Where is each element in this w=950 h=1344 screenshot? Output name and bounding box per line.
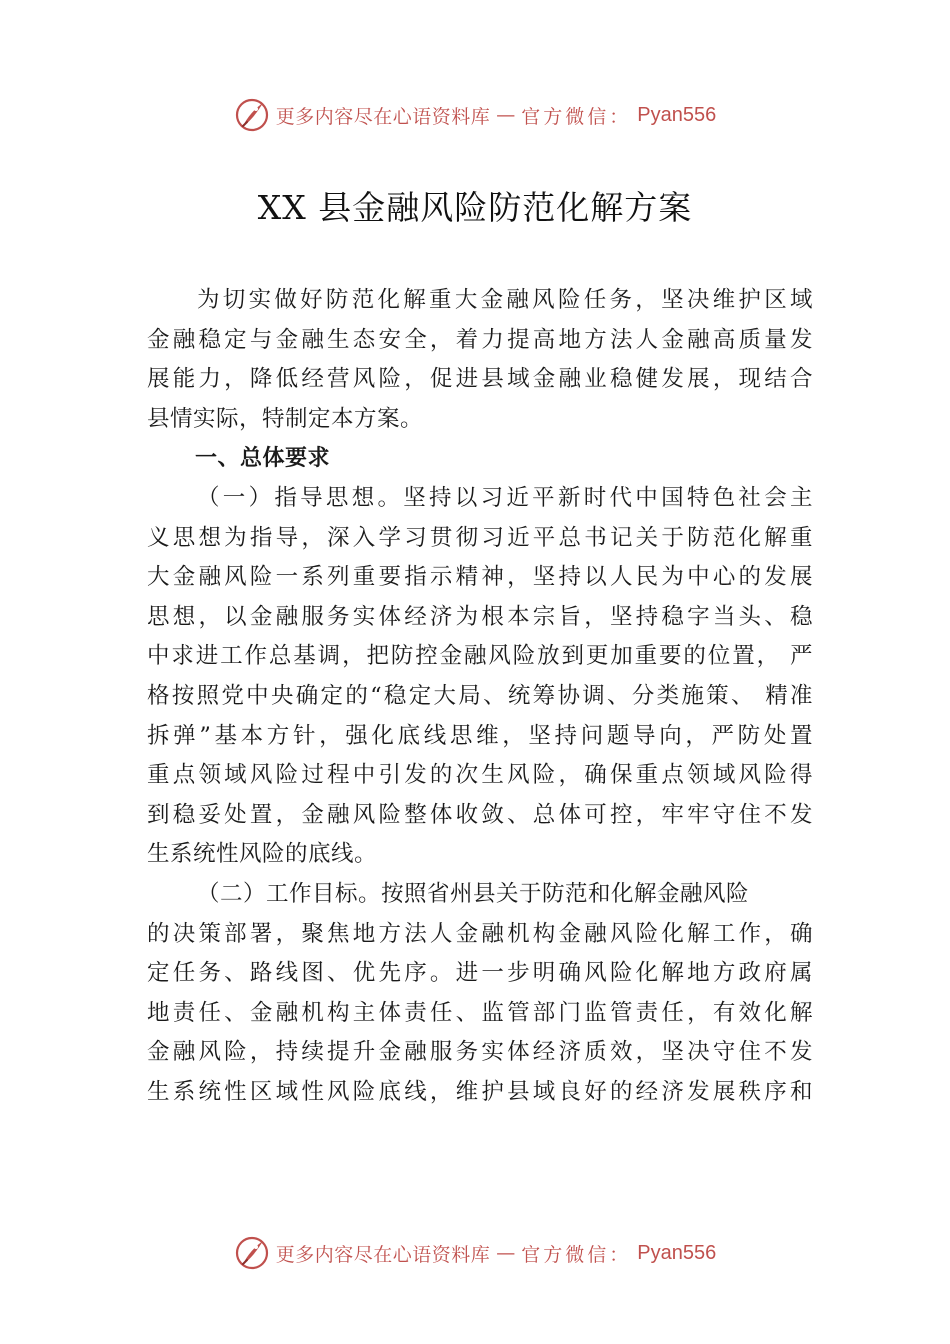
paragraph-line: 格按照党中央确定的“稳定大局、统筹协调、分类施策、 精准 xyxy=(147,682,813,709)
paragraph-line: 中求进工作总基调，把防控金融风险放到更加重要的位置， 严 xyxy=(147,643,813,670)
watermark-slogan: 更多内容尽在心语资料库 xyxy=(275,1243,491,1266)
paragraph-line: （一）指导思想。坚持以习近平新时代中国特色社会主 xyxy=(197,484,813,511)
paragraph-line: 义思想为指导，深入学习贯彻习近平总书记关于防范化解重 xyxy=(147,524,813,551)
watermark-wechat-id: Pyan556 xyxy=(637,103,717,126)
paragraph-line: 生系统性风险的底线。 xyxy=(147,841,378,868)
paragraph-line: 的决策部署，聚焦地方法人金融机构金融风险化解工作，确 xyxy=(147,920,813,947)
paragraph-line: 金融稳定与金融生态安全，着力提高地方法人金融高质量发 xyxy=(147,326,813,353)
paragraph-line: 定任务、路线图、优先序。进一步明确风险化解地方政府属 xyxy=(147,960,813,987)
paragraph-line: 思想，以金融服务实体经济为根本宗旨，坚持稳字当头、稳 xyxy=(147,603,813,630)
watermark-wechat-id: Pyan556 xyxy=(637,1241,717,1264)
document-title: XX 县金融风险防范化解方案 xyxy=(257,188,693,227)
paragraph-line: 生系统性区域性风险底线，维护县域良好的经济发展秩序和 xyxy=(147,1078,813,1105)
quill-pen-logo-icon xyxy=(234,97,270,133)
paragraph-line: 县情实际，特制定本方案。 xyxy=(147,405,424,432)
header-watermark xyxy=(0,95,950,135)
paragraph-line: 金融风险，持续提升金融服务实体经济质效，坚决守住不发 xyxy=(147,1039,813,1066)
intro-paragraph xyxy=(147,281,813,439)
paragraph-line: 展能力，降低经营风险，促进县域金融业稳健发展，现结合 xyxy=(147,366,813,393)
watermark-dash: — xyxy=(496,104,516,126)
work-goals-paragraph xyxy=(147,875,813,1113)
paragraph-line: 到稳妥处置，金融风险整体收敛、总体可控，牢牢守住不发 xyxy=(147,801,813,828)
paragraph-line: （二）工作目标。按照省州县关于防范和化解金融风险 xyxy=(197,880,750,907)
quill-pen-logo-icon xyxy=(234,1235,270,1271)
document-body xyxy=(147,281,813,1112)
paragraph-line: 大金融风险一系列重要指示精神，坚持以人民为中心的发展 xyxy=(147,564,813,591)
paragraph-line: 重点领域风险过程中引发的次生风险，确保重点领域风险得 xyxy=(147,762,813,789)
section-heading: 一、总体要求 xyxy=(195,446,331,472)
footer-watermark xyxy=(0,1233,950,1273)
paragraph-line: 地责任、金融机构主体责任、监管部门监管责任，有效化解 xyxy=(147,999,813,1026)
paragraph-line: 拆弹”基本方针，强化底线思维，坚持问题导向，严防处置 xyxy=(147,722,813,749)
watermark-dash: — xyxy=(496,1242,516,1264)
watermark-wechat-label: 官方微信： xyxy=(521,105,632,128)
paragraph-line: 为切实做好防范化解重大金融风险任务，坚决维护区域 xyxy=(197,287,813,313)
watermark-slogan: 更多内容尽在心语资料库 xyxy=(275,105,491,128)
watermark-wechat-label: 官方微信： xyxy=(521,1243,632,1266)
guiding-thought-paragraph xyxy=(147,479,813,875)
